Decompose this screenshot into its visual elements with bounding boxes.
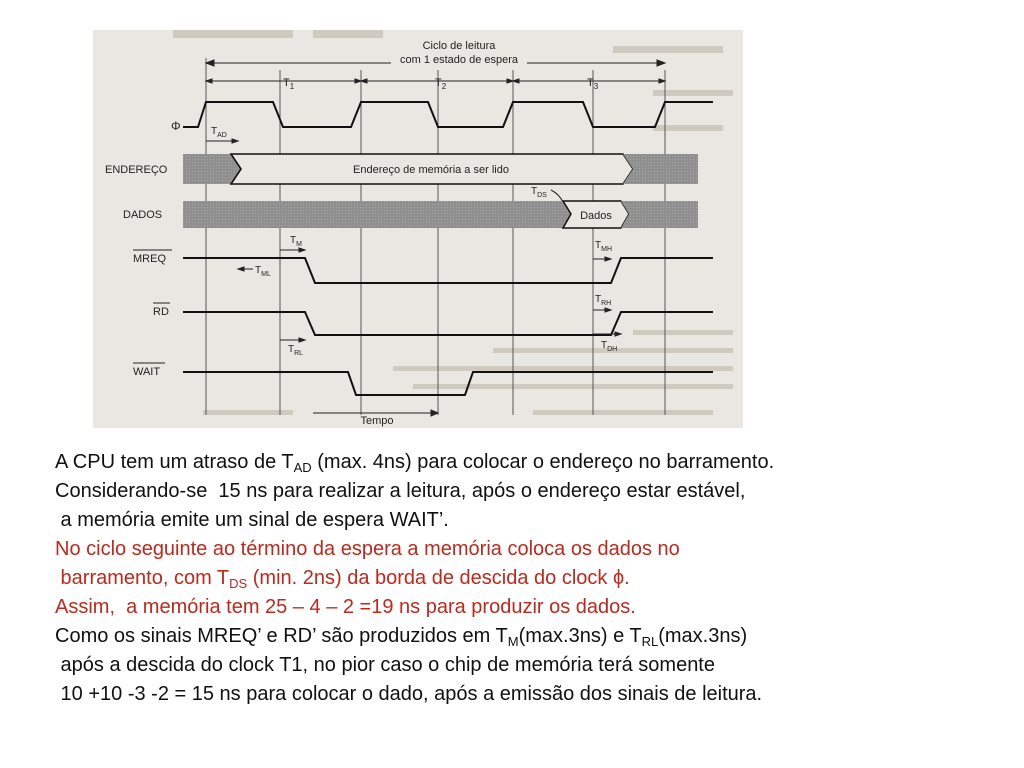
timing-diagram — [93, 30, 743, 428]
text-line-7: Como os sinais MREQ’ e RD’ são produzidos em $T_M(\max.3ns)$ e $T_{RL}(\max.3ns)$ — [55, 625, 748, 649]
data-signal-label: DADOS — [123, 209, 163, 221]
phi-symbol: ϕ — [612, 567, 625, 589]
text-line-8: após a descida do clock T1, no pior caso o chip de memória terá somente — [55, 654, 715, 676]
timing-tad-arrow — [206, 139, 238, 143]
text-line-3: a memória emite um sinal de espera WAIT’. — [55, 509, 449, 531]
clock-signal-label: Φ — [171, 119, 181, 133]
explanation-text — [55, 448, 1015, 709]
text-line-4: No ciclo seguinte ao término da espera a memória coloca os dados no — [55, 538, 680, 560]
cycle-title-line1: Ciclo de leitura — [422, 40, 496, 52]
tempo-label: Tempo — [360, 415, 394, 427]
wait-waveform — [183, 372, 713, 395]
timing-tm-label: $T_M$ — [290, 235, 302, 248]
timing-trl-label: $T_{RL}$ — [288, 344, 304, 357]
timing-tad-label: $T_{AD}$ — [211, 126, 227, 139]
wait-signal-label: WAIT — [133, 366, 161, 378]
timing-trh-arrow — [593, 308, 611, 312]
clock-waveform — [183, 102, 713, 127]
timing-tmh-arrow — [593, 257, 611, 261]
timing-tml-label: $T_{ML}$ — [255, 265, 271, 278]
text-line-6: Assim, a memória tem 25 – 4 – 2 =19 ns para produzir os dados. — [55, 596, 636, 618]
text-line-1: A CPU tem um atraso de $T_{AD}$ (max. 4ns) para colocar o endereço no barramento. — [55, 451, 775, 475]
address-signal-label: ENDEREÇO — [105, 164, 168, 176]
timing-tm-arrow — [280, 248, 305, 252]
phase-label-t1: $T_1$ — [283, 77, 295, 91]
timing-trh-label: $T_{RH}$ — [595, 294, 612, 307]
timing-tds-label: $T_{DS}$ — [531, 186, 547, 199]
timing-tds-arrow — [551, 190, 563, 202]
text-line-9: 10 +10 -3 -2 = 15 ns para colocar o dado, após a emissão dos sinais de leitura. — [55, 683, 763, 705]
text-line-2: Considerando-se 15 ns para realizar a leitura, após o endereço estar estável, — [55, 480, 746, 502]
timing-tml-arrow — [238, 267, 253, 271]
cycle-title-box — [391, 36, 527, 70]
mreq-signal-label: MREQ — [133, 253, 166, 265]
address-bus-text: Endereço de memória a ser lido — [353, 164, 509, 176]
phase-label-t2: $T_2$ — [435, 77, 447, 91]
data-bus — [183, 201, 698, 228]
phase-label-t3: $T_3$ — [587, 77, 599, 91]
text-line-5: barramento, com $T_{DS}$ (min. 2ns) da borda de descida do clock ϕ. — [55, 567, 630, 591]
rd-signal-label: RD — [153, 306, 169, 318]
data-bus-text: Dados — [580, 210, 612, 222]
timing-tmh-label: $T_{MH}$ — [595, 240, 612, 253]
timing-trl-arrow — [280, 338, 305, 342]
vertical-guide-lines — [206, 58, 665, 415]
timing-tdh-label: $T_{DH}$ — [601, 340, 618, 353]
timing-diagram-svg — [93, 30, 743, 428]
cycle-title-line2: com 1 estado de espera — [399, 54, 519, 66]
